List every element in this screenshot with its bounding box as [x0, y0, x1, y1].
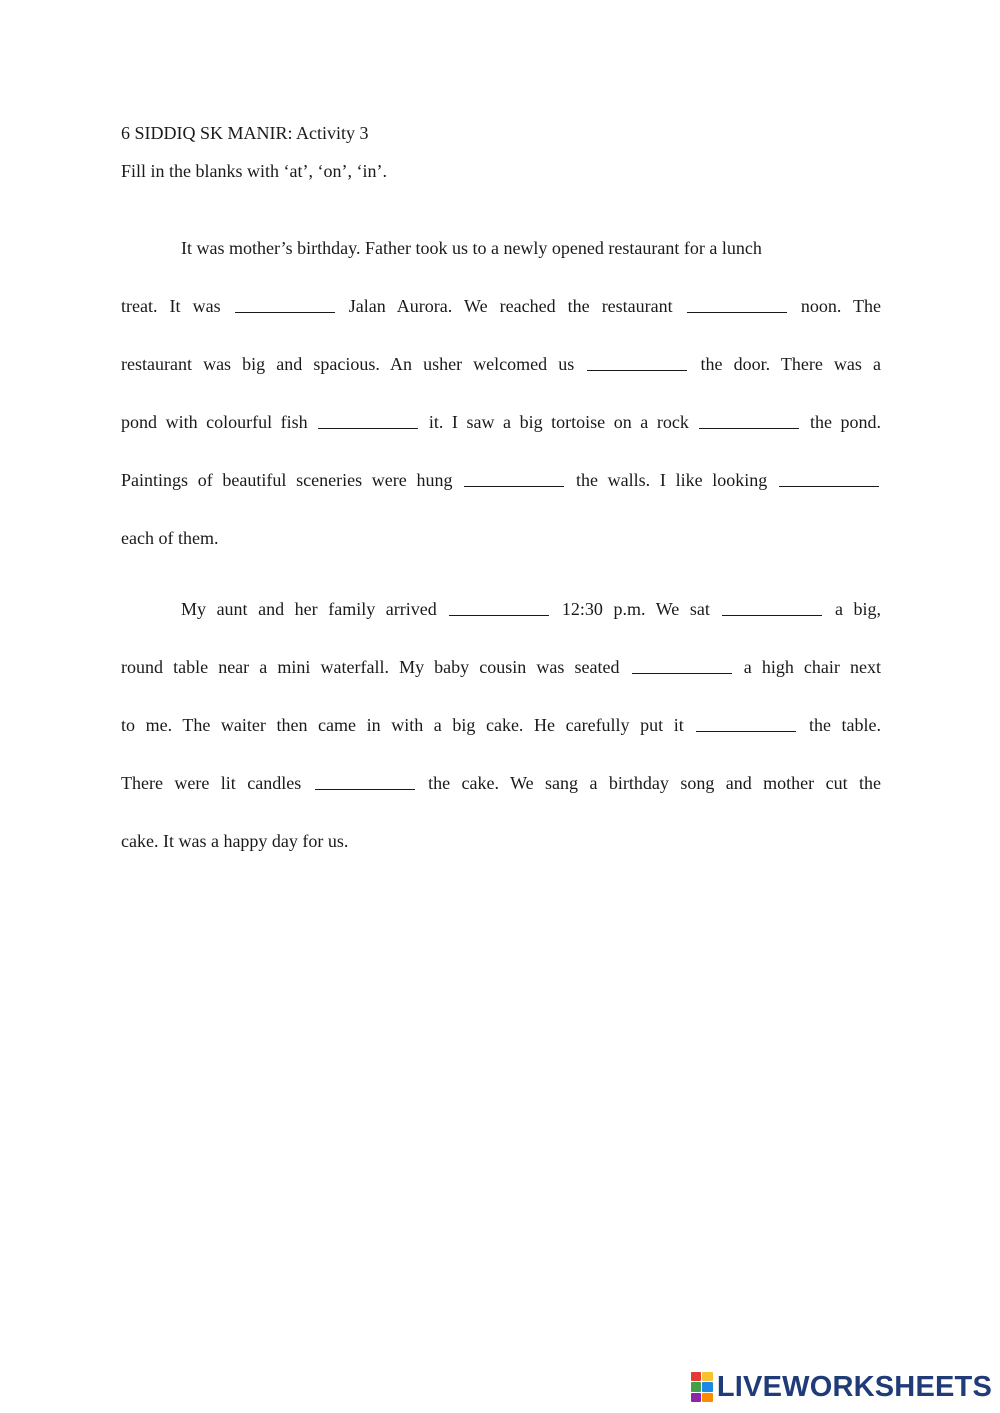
text-segment: the cake. We sang a birthday song and mother cut the — [428, 773, 882, 793]
blank-field-9[interactable] — [722, 597, 822, 616]
text-segment: noon. The — [800, 296, 882, 316]
text-segment: a high chair next — [743, 657, 882, 677]
text-segment: Paintings of beautiful sceneries were hung — [121, 470, 453, 490]
logo-block — [702, 1393, 713, 1402]
text-segment: 12:30 p.m. We sat — [561, 599, 710, 619]
paragraph-2-line-5 — [121, 828, 881, 886]
logo-block — [691, 1393, 702, 1402]
text-segment: a big, — [835, 599, 882, 619]
paragraph-1-line-5 — [121, 467, 881, 525]
logo-block — [691, 1382, 702, 1391]
text-segment: My aunt and her family arrived — [181, 599, 437, 619]
blank-field-4[interactable] — [318, 410, 418, 429]
text-segment: each of them. — [121, 528, 219, 548]
paragraph-2-line-2 — [121, 654, 881, 712]
logo-block — [691, 1372, 702, 1381]
paragraph-2-line-1 — [121, 596, 881, 654]
text-segment: treat. It was — [121, 296, 221, 316]
paragraph-2-line-4 — [121, 770, 881, 828]
blank-field-3[interactable] — [587, 352, 687, 371]
paragraph-1-line-3 — [121, 351, 881, 409]
paragraph-1-line-1 — [121, 235, 881, 293]
blank-field-8[interactable] — [449, 597, 549, 616]
blank-field-5[interactable] — [699, 410, 799, 429]
paragraph-1-line-2 — [121, 293, 881, 351]
text-segment: cake. It was a happy day for us. — [121, 831, 349, 851]
text-segment: It was mother’s birthday. Father took us to a newly opened restaurant for a lunch — [181, 238, 762, 258]
paragraph-2 — [121, 596, 881, 886]
text-segment: There were lit candles — [121, 773, 302, 793]
paragraph-1-line-6 — [121, 525, 881, 583]
logo-block — [702, 1382, 713, 1391]
paragraph-1-line-4 — [121, 409, 881, 467]
liveworksheets-brand[interactable] — [691, 1370, 992, 1404]
text-segment: the pond. — [809, 412, 882, 432]
text-segment: restaurant was big and spacious. An usher welcomed us — [121, 354, 575, 374]
blank-field-12[interactable] — [315, 771, 415, 790]
blank-field-7[interactable] — [779, 468, 879, 487]
text-segment: Jalan Aurora. We reached the restaurant — [348, 296, 673, 316]
blank-field-2[interactable] — [687, 294, 787, 313]
blank-field-11[interactable] — [696, 713, 796, 732]
paragraph-2-line-3 — [121, 712, 881, 770]
text-segment: the door. There was a — [700, 354, 882, 374]
text-segment: pond with colourful fish — [121, 412, 308, 432]
text-segment: it. I saw a big tortoise on a rock — [428, 412, 689, 432]
text-segment: round table near a mini waterfall. My baby cousin was seated — [121, 657, 620, 677]
logo-block — [702, 1372, 713, 1381]
paragraph-1 — [121, 235, 881, 583]
blank-field-10[interactable] — [632, 655, 732, 674]
text-segment: the table. — [808, 715, 881, 735]
text-segment: the walls. I like looking — [575, 470, 768, 490]
blank-field-6[interactable] — [464, 468, 564, 487]
worksheet-title: 6 SIDDIQ SK MANIR: Activity 3 — [121, 123, 369, 143]
brand-text: LIVEWORKSHEETS — [716, 1371, 992, 1403]
blank-field-1[interactable] — [235, 294, 335, 313]
worksheet-instruction: Fill in the blanks with ‘at’, ‘on’, ‘in’. — [121, 161, 387, 181]
text-segment: to me. The waiter then came in with a big cake. He carefully put it — [121, 715, 684, 735]
liveworksheets-logo-icon — [691, 1372, 713, 1402]
